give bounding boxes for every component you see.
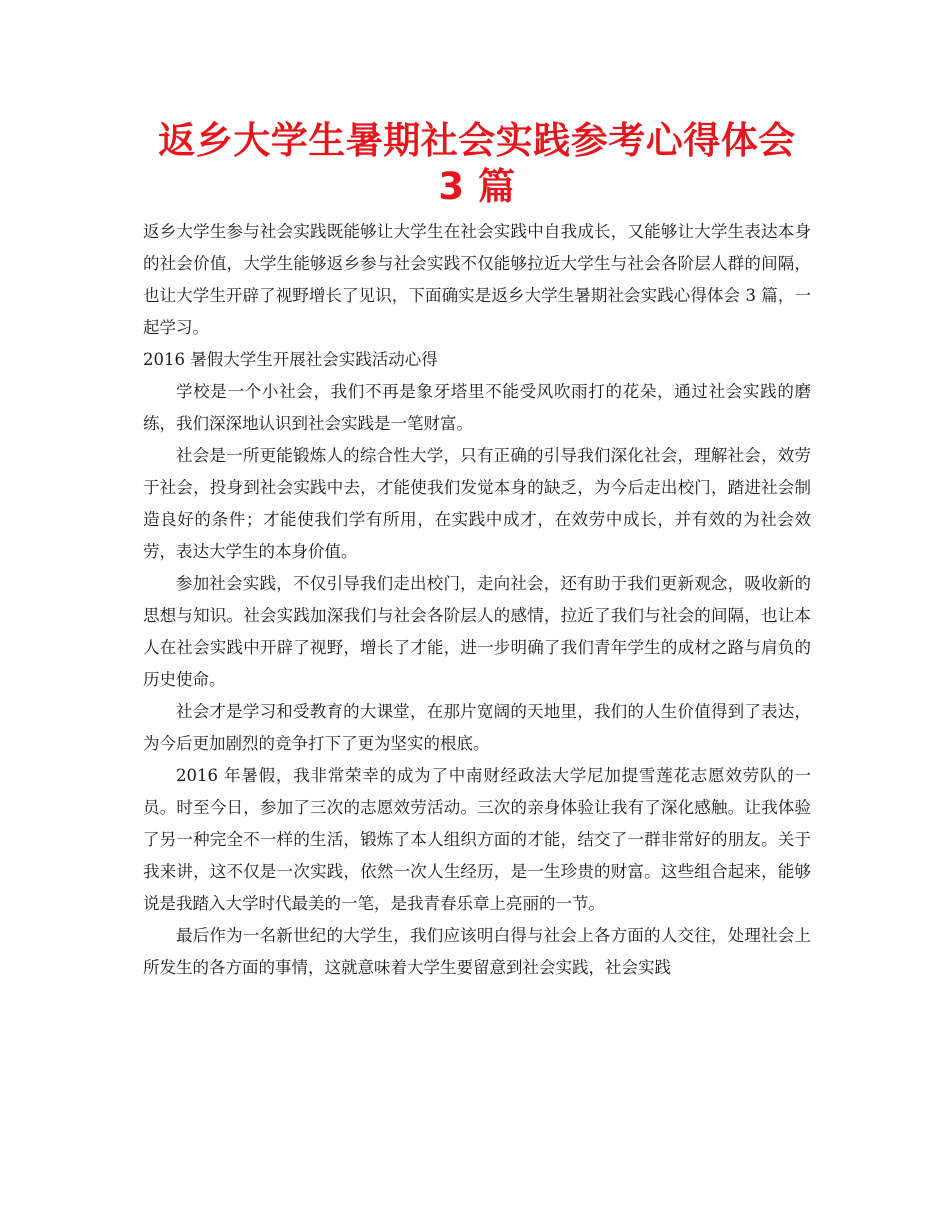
body-paragraph: 2016 年暑假，我非常荣幸的成为了中南财经政法大学尼加提雪莲花志愿效劳队的一员。时至今日，参加了三次的志愿效劳活动。三次的亲身体验让我有了深化感触。让我体验了另一种完全不一样的生活，锻炼了本人组织方面的才能，结交了一群非常好的朋友。关于我来讲，这不仅是一次实践，依然一次人生经历，是一生珍贵的财富。这些组合起来，能够说是我踏入大学时代最美的一笔，是我青春乐章上亮丽的一节。: [143, 766, 811, 913]
section-subheading: 2016 暑假大学生开展社会实践活动心得: [143, 350, 438, 369]
body-paragraph: 学校是一个小社会，我们不再是象牙塔里不能受风吹雨打的花朵，通过社会实践的磨练，我们深深地认识到社会实践是一笔财富。: [143, 382, 811, 433]
intro-paragraph: 返乡大学生参与社会实践既能够让大学生在社会实践中自我成长，又能够让大学生表达本身的社会价值，大学生能够返乡参与社会实践不仅能够拉近大学生与社会各阶层人群的间隔，也让大学生开辟了视野增长了见识，下面确实是返乡大学生暑期社会实践心得体会 3 篇，一起学习。: [143, 222, 811, 337]
document-title: 返乡大学生暑期社会实践参考心得体会 3 篇: [158, 119, 796, 208]
body-paragraph: 参加社会实践，不仅引导我们走出校门，走向社会，还有助于我们更新观念，吸收新的思想与知识。社会实践加深我们与社会各阶层人的感情，拉近了我们与社会的间隔，也让本人在社会实践中开辟了视野，增长了才能，进一步明确了我们青年学生的成材之路与肩负的历史使命。: [143, 574, 811, 689]
body-paragraph: 社会才是学习和受教育的大课堂，在那片宽阔的天地里，我们的人生价值得到了表达，为今后更加剧烈的竞争打下了更为坚实的根底。: [143, 702, 811, 753]
document-page: [143, 118, 811, 984]
body-paragraph: 最后作为一名新世纪的大学生，我们应该明白得与社会上各方面的人交往，处理社会上所发生的各方面的事情，这就意味着大学生要留意到社会实践，社会实践: [143, 926, 811, 977]
body-paragraph: 社会是一所更能锻炼人的综合性大学，只有正确的引导我们深化社会，理解社会，效劳于社会，投身到社会实践中去，才能使我们发觉本身的缺乏，为今后走出校门，踏进社会制造良好的条件；才能使我们学有所用，在实践中成才，在效劳中成长，并有效的为社会效劳，表达大学生的本身价值。: [143, 446, 811, 561]
